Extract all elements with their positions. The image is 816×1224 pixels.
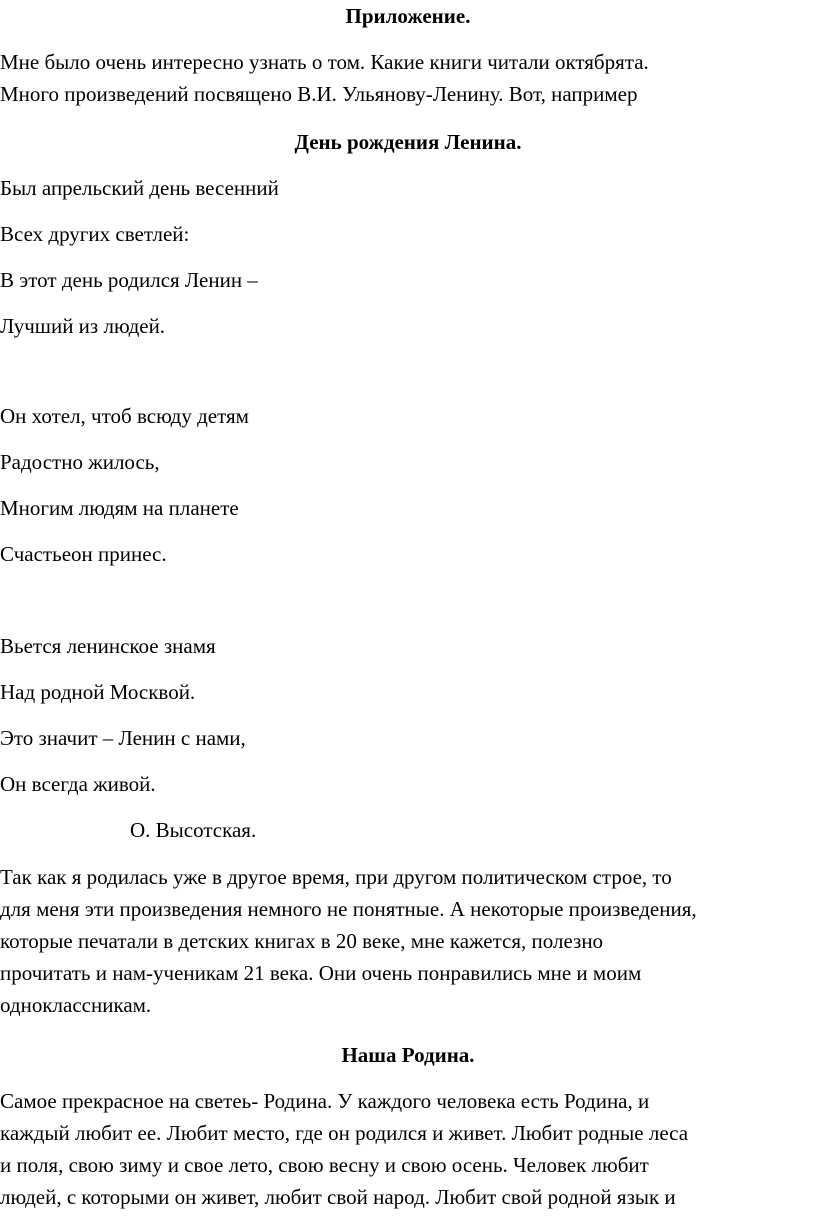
paragraph-line: прочитать и нам-ученикам 21 века. Они очень понравились мне и моим [0,961,642,985]
poem-line: Лучший из людей. [0,314,166,338]
poem-line: Всех других светлей: [0,222,190,246]
poem-line: Над родной Москвой. [0,680,196,704]
paragraph-line: для меня эти произведения немного не понятные. А некоторые произведения, [0,897,697,921]
poem-line: Счастьеон принес. [0,542,167,566]
poem-title: День рождения Ленина. [294,130,522,154]
poem-line: Он хотел, чтоб всюду детям [0,404,249,428]
intro-line-2: Много произведений посвящено В.И. Ульянову-Ленину. Вот, например [0,82,638,106]
poem-line: В этот день родился Ленин – [0,268,258,292]
poem-line: Был апрельский день весенний [0,176,279,200]
poem-line: Вьется ленинское знамя [0,634,216,658]
paragraph-line: которые печатали в детских книгах в 20 веке, мне кажется, полезно [0,929,604,953]
poem-line: Многим людям на планете [0,496,239,520]
section-line: каждый любит ее. Любит место, где он родился и живет. Любит родные леса [0,1121,689,1145]
poem-author: О. Высотская. [130,818,257,842]
section-title: Наша Родина. [341,1043,475,1067]
poem-line: Это значит – Ленин с нами, [0,726,246,750]
poem-line: Он всегда живой. [0,772,156,796]
paragraph-line: одноклассникам. [0,993,152,1017]
page-heading: Приложение. [345,4,471,28]
section-line: Самое прекрасное на светеь- Родина. У каждого человека есть Родина, и [0,1089,650,1113]
section-line: людей, с которыми он живет, любит свой народ. Любит свой родной язык и [0,1185,676,1209]
intro-line-1: Мне было очень интересно узнать о том. Какие книги читали октябрята. [0,50,649,74]
paragraph-line: Так как я родилась уже в другое время, при другом политическом строе, то [0,865,672,889]
section-line: и поля, свою зиму и свое лето, свою весну и свою осень. Человек любит [0,1153,649,1177]
poem-line: Радостно жилось, [0,450,160,474]
